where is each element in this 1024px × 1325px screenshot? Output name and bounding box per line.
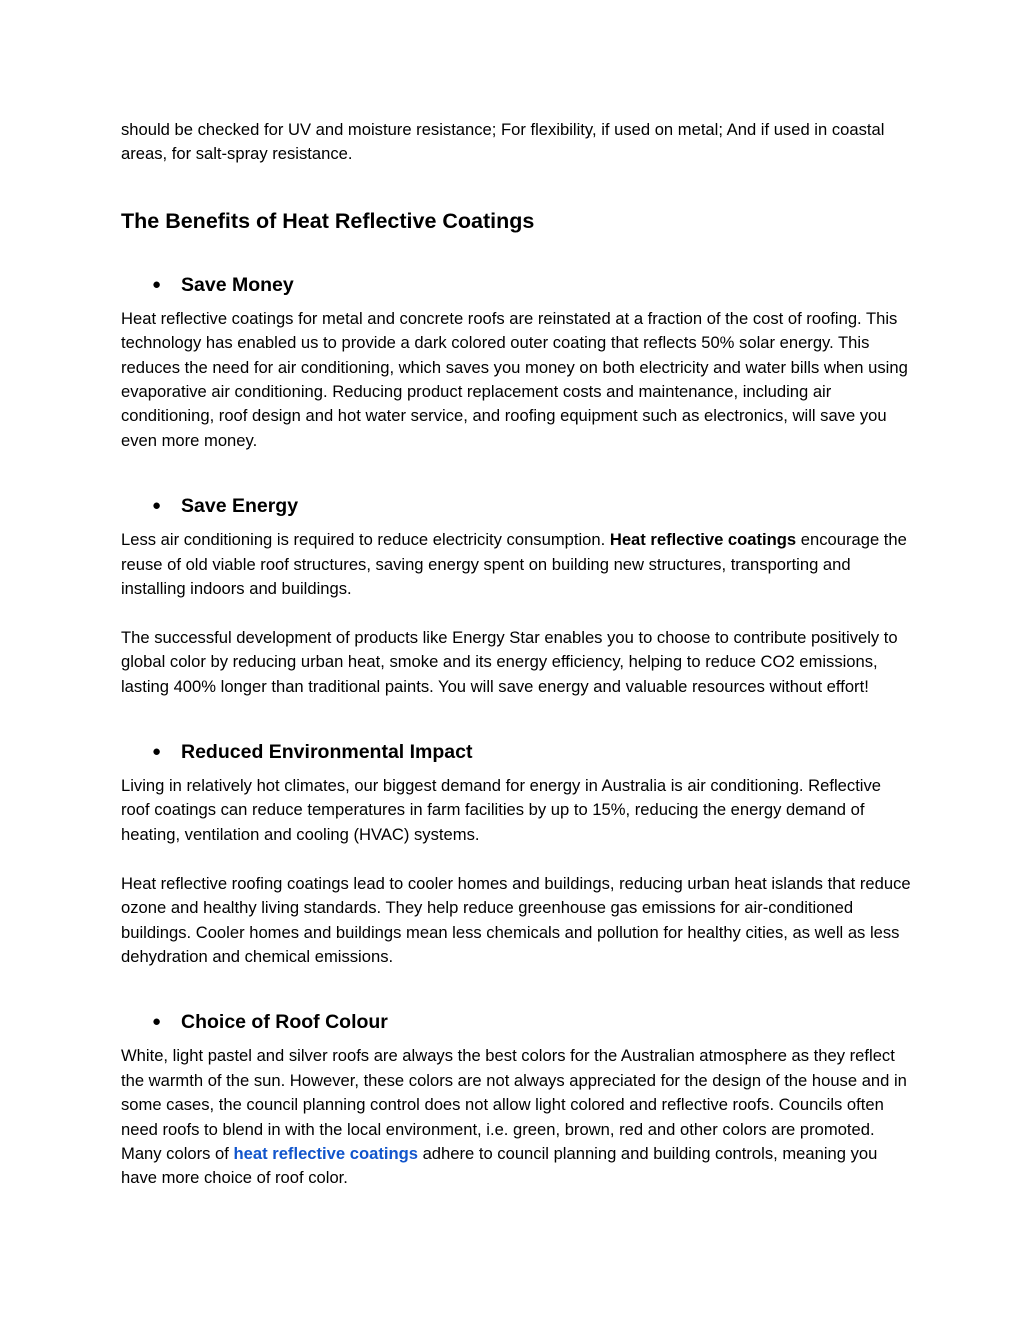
section-save-energy [121, 493, 911, 699]
section-paragraph: The successful development of products like Energy Star enables you to choose to contribute positively to global color by reducing urban heat, smoke and its energy efficiency, helping to reduce CO2 emissions, lasting 400% longer than traditional paints. You will save energy and valuable resources without effort! [121, 627, 898, 696]
paragraph-text: White, light pastel and silver roofs are always the best colors for the Australian atmosphere as they reflect the warmth of the sun. However, these colors are not always appreciated for the design of the house and in some cases, the council planning control does not allow light colored and reflective roofs. Councils often need roofs to blend in with the local environment, i.e. green, brown, red and other colors are promoted. Many colors of [121, 1046, 907, 1163]
bold-keyword: Heat reflective coatings [609, 530, 797, 550]
bullet-icon: ● [152, 275, 162, 293]
section-save-money [121, 272, 911, 453]
section-environmental-impact [121, 739, 911, 969]
document-page [121, 118, 911, 1231]
section-paragraph: Heat reflective roofing coatings lead to cooler homes and buildings, reducing urban heat islands that reduce ozone and healthy living standards. They help reduce greenhouse gas emissions for air-conditioned buildings. Cooler homes and buildings mean less chemicals and pollution for healthy cities, as well as less dehydration and chemical emissions. [121, 873, 911, 966]
section-paragraph: Heat reflective coatings for metal and concrete roofs are reinstated at a fraction of the cost of roofing. This technology has enabled us to provide a dark colored outer coating that reflects 50% solar energy. This reduces the need for air conditioning, which saves you money on both electricity and water bills when using evaporative air conditioning. Reducing product replacement costs and maintenance, including air conditioning, roof design and hot water service, and roofing equipment such as electronics, will save you even more money. [121, 308, 908, 450]
heading-text: Reduced Environmental Impact [181, 741, 473, 764]
paragraph-text: Less air conditioning is required to reduce electricity consumption. [121, 530, 610, 550]
section-heading [152, 739, 911, 765]
section-paragraph [121, 528, 911, 601]
page-title: The Benefits of Heat Reflective Coatings [121, 208, 535, 233]
section-heading [152, 1009, 911, 1035]
section-paragraph [121, 1044, 911, 1190]
bullet-icon: ● [152, 743, 162, 761]
heading-text: Choice of Roof Colour [181, 1011, 388, 1034]
paragraph-text: adhere to council planning and building controls, meaning you have more choice of roof color. [121, 1143, 878, 1188]
section-roof-colour [121, 1009, 911, 1190]
section-heading [152, 493, 911, 519]
paragraph-text: encourage the reuse of old viable roof structures, saving energy spent on building new structures, transporting and installing indoors and buildings. [121, 530, 907, 599]
bullet-icon: ● [152, 497, 162, 515]
bullet-icon: ● [152, 1013, 162, 1031]
section-heading [152, 272, 911, 298]
heading-text: Save Energy [181, 495, 299, 518]
intro-paragraph: should be checked for UV and moisture resistance; For flexibility, if used on metal; And if used in coastal areas, for salt-spray resistance. [121, 120, 885, 164]
section-paragraph: Living in relatively hot climates, our biggest demand for energy in Australia is air conditioning. Reflective roof coatings can reduce temperatures in farm facilities by up to 15%, reducing the energy demand of heating, ventilation and cooling (HVAC) systems. [121, 776, 882, 844]
heat-reflective-coatings-link[interactable]: heat reflective coatings [233, 1143, 418, 1163]
heading-text: Save Money [181, 273, 294, 296]
